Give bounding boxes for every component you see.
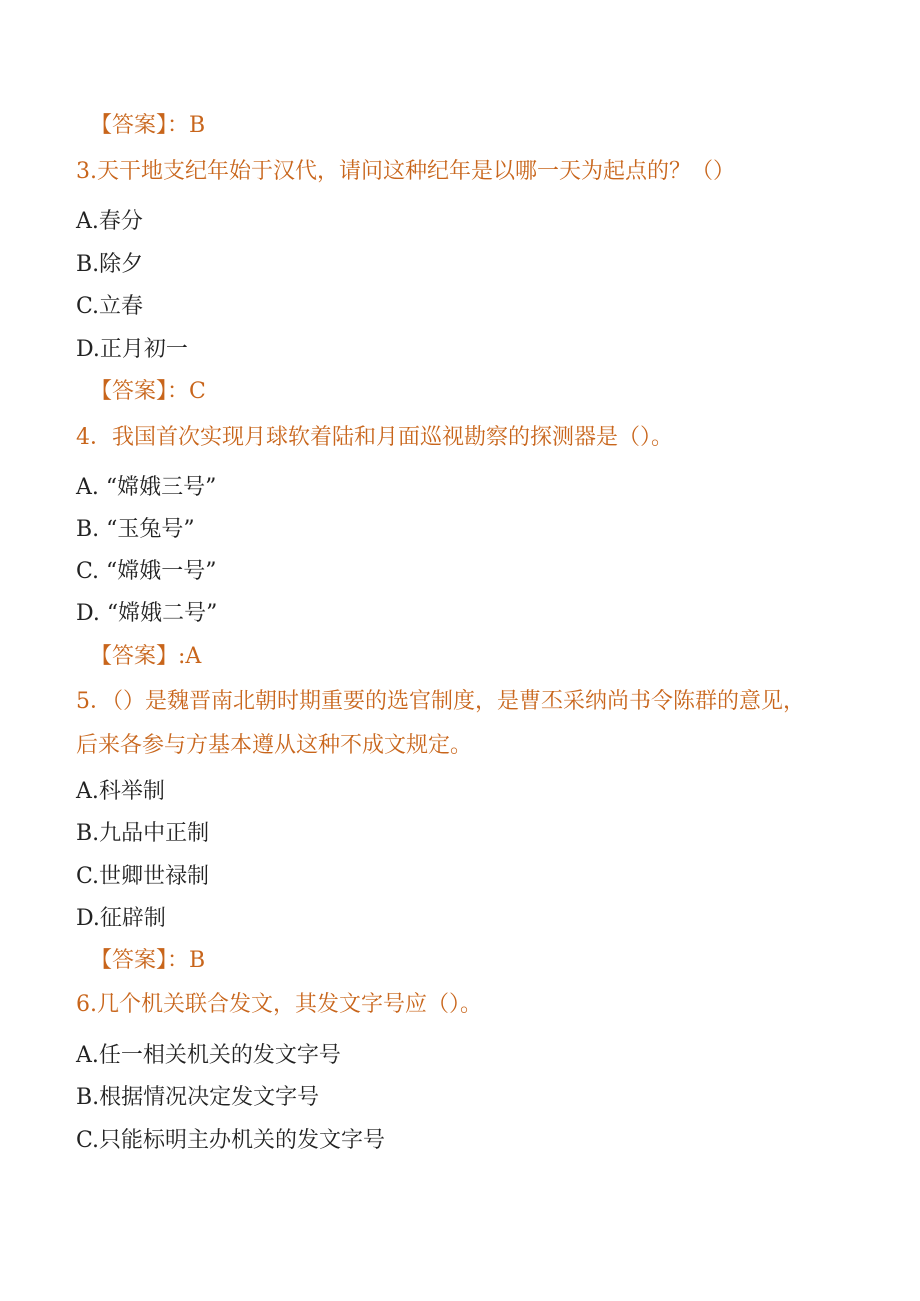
- q4-option-a: A. “嫦娥三号”: [76, 475, 217, 500]
- question-4: 4．我国首次实现月球软着陆和月面巡视勘察的探测器是（）。: [76, 425, 673, 450]
- answer-prev: 【答案】：B: [90, 113, 206, 138]
- q6-option-b: B.根据情况决定发文字号: [76, 1085, 320, 1110]
- question-6: 6.几个机关联合发文，其发文字号应（）。: [76, 992, 482, 1017]
- q5-option-b: B.九品中正制: [76, 821, 210, 846]
- q6-option-c: C.只能标明主办机关的发文字号: [76, 1128, 386, 1153]
- question-5-line-1: 5．（）是魏晋南北朝时期重要的选官制度，是曹丕采纳尚书令陈群的意见，: [76, 689, 805, 714]
- q6-option-a: A.任一相关机关的发文字号: [76, 1043, 341, 1068]
- q3-option-d: D.正月初一: [76, 337, 188, 362]
- q3-answer: 【答案】：C: [90, 379, 206, 404]
- q4-option-d: D. “嫦娥二号”: [76, 601, 218, 626]
- q4-option-b: B. “玉兔号”: [76, 517, 195, 542]
- question-5-line-2: 后来各参与方基本遵从这种不成文规定。: [76, 733, 473, 758]
- q5-option-c: C.世卿世禄制: [76, 864, 210, 889]
- q3-option-a: A.春分: [76, 209, 143, 234]
- q3-option-c: C.立春: [76, 294, 144, 319]
- q4-option-c: C. “嫦娥一号”: [76, 559, 217, 584]
- q5-answer: 【答案】：B: [90, 948, 206, 973]
- q4-answer: 【答案】:A: [90, 644, 202, 669]
- q5-option-d: D.征辟制: [76, 906, 166, 931]
- question-3: 3.天干地支纪年始于汉代，请问这种纪年是以哪一天为起点的？（）: [76, 159, 735, 184]
- q5-option-a: A.科举制: [76, 779, 165, 804]
- q3-option-b: B.除夕: [76, 252, 144, 277]
